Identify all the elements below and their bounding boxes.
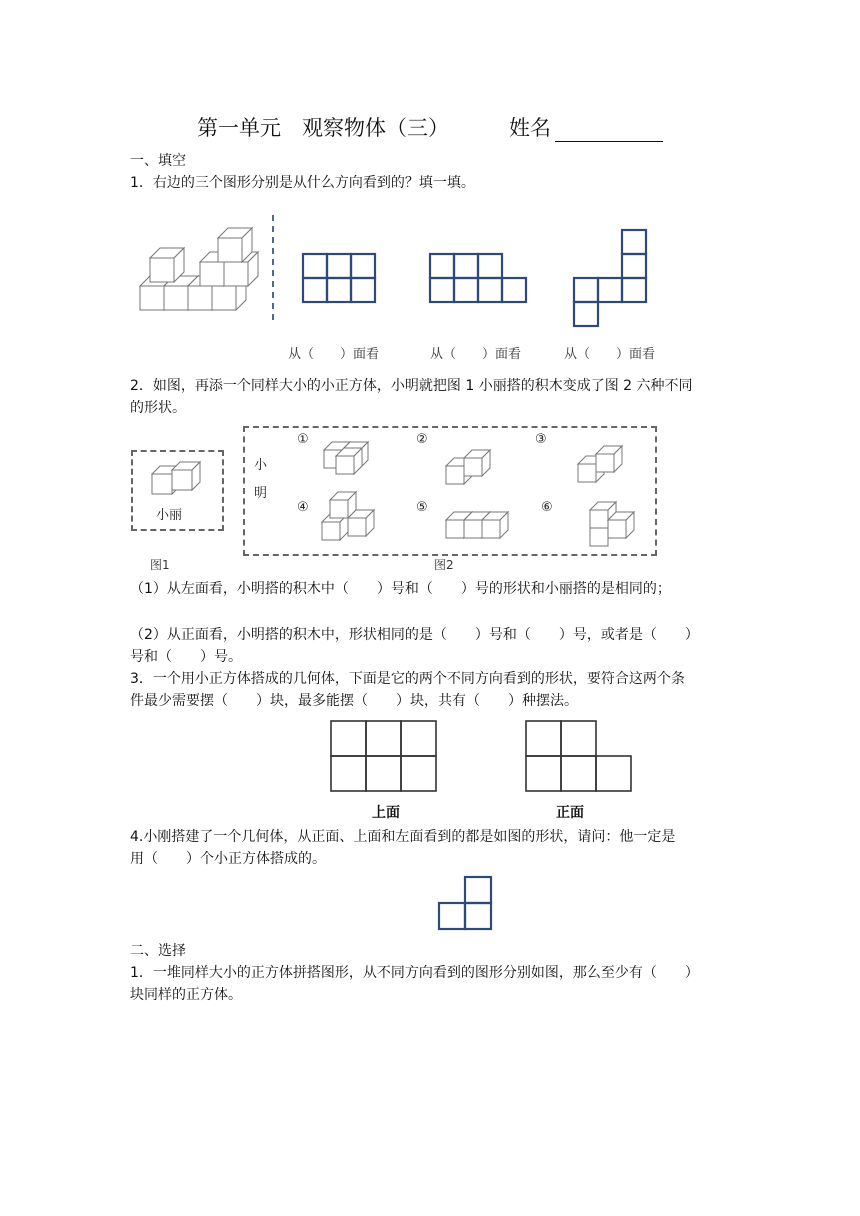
q3-front-view [526, 721, 631, 791]
fig2-cube-shapes [300, 430, 640, 545]
fig2-number-4: ④ [297, 500, 309, 515]
fig1-caption: 图1 [150, 558, 170, 572]
q4-view [438, 876, 494, 932]
q3-text-line2: 件最少需要摆（ ）块，最多能摆（ ）块，共有（ ）种摆法。 [130, 693, 578, 709]
fig1-cubes [150, 462, 210, 498]
q4-text-line1: 4.小刚搭建了一个几何体，从正面、上面和左面看到的都是如图的形状，请问：他一定是 [130, 829, 676, 845]
fig2-label-top: 小 [254, 458, 268, 473]
fig2-caption: 图2 [434, 558, 454, 572]
fig2-number-5: ⑤ [416, 500, 428, 515]
page-title [0, 112, 860, 142]
q1-isometric-cubes [140, 228, 258, 310]
q2-text-line2: 的形状。 [130, 400, 186, 416]
s2q1-text-line1: 1．一堆同样大小的正方体拼搭图形，从不同方向看到的图形分别如图，那么至少有（ ） [130, 965, 699, 981]
q1-answer-a[interactable]: 从（ ）面看 [288, 347, 380, 362]
q2-sub1: （1）从左面看，小明搭的积木中（ ）号和（ ）号的形状和小丽搭的是相同的； [130, 581, 671, 597]
fig2-label-bottom: 明 [254, 486, 268, 501]
name-blank[interactable] [555, 121, 663, 142]
q2-sub2-line2: 号和（ ）号。 [130, 649, 242, 665]
section2-heading: 二、选择 [130, 943, 186, 959]
q3-top-label: 上面 [372, 805, 400, 821]
fig2-number-2: ② [416, 432, 428, 447]
fig2-number-3: ③ [535, 432, 547, 447]
fig2-number-1: ① [297, 432, 309, 447]
fig2-number-6: ⑥ [541, 500, 553, 515]
q1-view-b [430, 254, 526, 302]
section1-heading: 一、填空 [130, 153, 186, 169]
q1-text: 1．右边的三个图形分别是从什么方向看到的？填一填。 [130, 175, 475, 191]
q3-front-label: 正面 [556, 805, 584, 821]
q1-view-c [574, 230, 646, 326]
q1-answer-b[interactable]: 从（ ）面看 [430, 347, 522, 362]
q3-views [330, 720, 640, 792]
s2q1-text-line2: 块同样的正方体。 [130, 987, 242, 1003]
q2-sub2-line1: （2）从正面看，小明搭的积木中，形状相同的是（ ）号和（ ）号，或者是（ ） [130, 627, 699, 643]
q4-text-line2: 用（ ）个小正方体搭成的。 [130, 851, 326, 867]
q1-answer-c[interactable]: 从（ ）面看 [564, 347, 656, 362]
q1-view-a [303, 254, 375, 302]
q2-text-line1: 2．如图，再添一个同样大小的小正方体，小明就把图 1 小丽搭的积木变成了图 2 六种不同 [130, 378, 693, 394]
q3-text-line1: 3．一个用小正方体搭成的几何体，下面是它的两个不同方向看到的形状，要符合这两个条 [130, 671, 685, 687]
title-text: 第一单元 观察物体（三） [197, 116, 449, 140]
name-label: 姓名 [509, 116, 551, 140]
fig1-label: 小丽 [156, 508, 183, 523]
q3-top-view [331, 721, 436, 791]
